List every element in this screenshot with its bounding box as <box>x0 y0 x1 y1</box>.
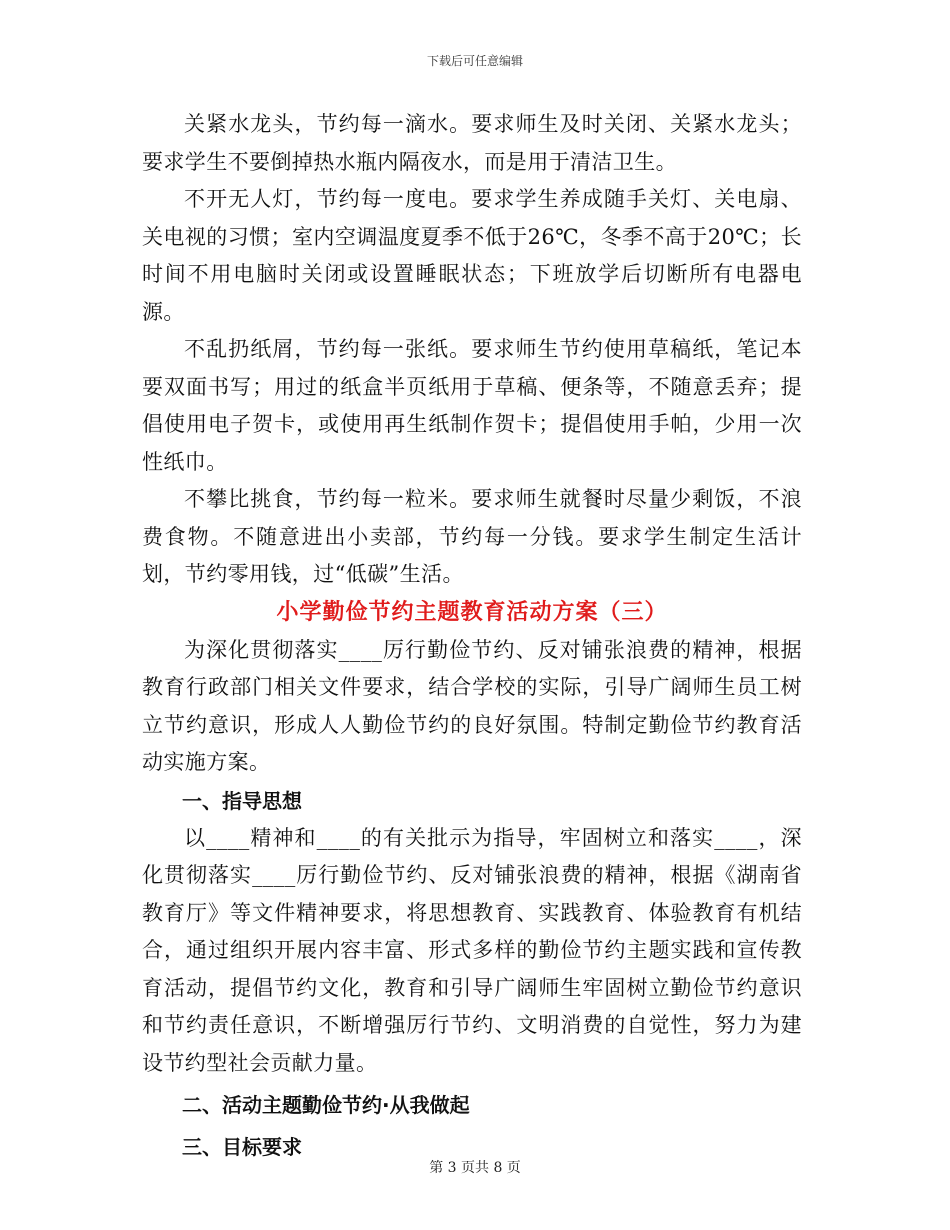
paragraph-intro: 为深化贯彻落实____厉行勤俭节约、反对铺张浪费的精神，根据教育行政部门相关文件要求，结合学校的实际，引导广阔师生员工树立节约意识，形成人人勤俭节约的良好氛围。特制定勤俭节约教育活动实施方案。 <box>142 637 802 774</box>
page-footer: 第 3 页共 8 页 <box>429 1160 521 1176</box>
heading-goals: 三、目标要求 <box>182 1135 302 1159</box>
paragraph-paper: 不乱扔纸屑，节约每一张纸。要求师生节约使用草稿纸，笔记本要双面书写；用过的纸盒半页纸用于草稿、便条等，不随意丢弃；提倡使用电子贺卡，或使用再生纸制作贺卡；提倡使用手帕，少用一次性纸巾。 <box>142 337 802 474</box>
document-body <box>142 106 802 1166</box>
section-title: 小学勤俭节约主题教育活动方案（三） <box>276 599 668 625</box>
paragraph-guiding-thought: 以____精神和____的有关批示为指导，牢固树立和落实____，深化贯彻落实____厉行勤俭节约、反对铺张浪费的精神，根据《湖南省教育厅》等文件精神要求，将思想教育、实践教育、体验教育有机结合，通过组织开展内容丰富、形式多样的勤俭节约主题实践和宣传教育活动，提倡节约文化，教育和引导广阔师生牢固树立勤俭节约意识和节约责任意识，不断增强厉行节约、文明消费的自觉性，努力为建设节约型社会贡献力量。 <box>142 825 802 1075</box>
page-header: 下载后可任意编辑 <box>426 54 523 68</box>
heading-guiding-thought: 一、指导思想 <box>182 788 302 813</box>
heading-activity-theme: 二、活动主题勤俭节约·从我做起 <box>182 1093 470 1117</box>
paragraph-electricity: 不开无人灯，节约每一度电。要求学生养成随手关灯、关电扇、关电视的习惯；室内空调温度夏季不低于26℃，冬季不高于20℃；长时间不用电脑时关闭或设置睡眠状态；下班放学后切断所有电器电源。 <box>142 187 802 324</box>
paragraph-water: 关紧水龙头，节约每一滴水。要求师生及时关闭、关紧水龙头；要求学生不要倒掉热水瓶内隔夜水，而是用于清洁卫生。 <box>142 112 802 174</box>
paragraph-food: 不攀比挑食，节约每一粒米。要求师生就餐时尽量少剩饭，不浪费食物。不随意进出小卖部，节约每一分钱。要求学生制定生活计划，节约零用钱，过“低碳”生活。 <box>142 487 802 586</box>
